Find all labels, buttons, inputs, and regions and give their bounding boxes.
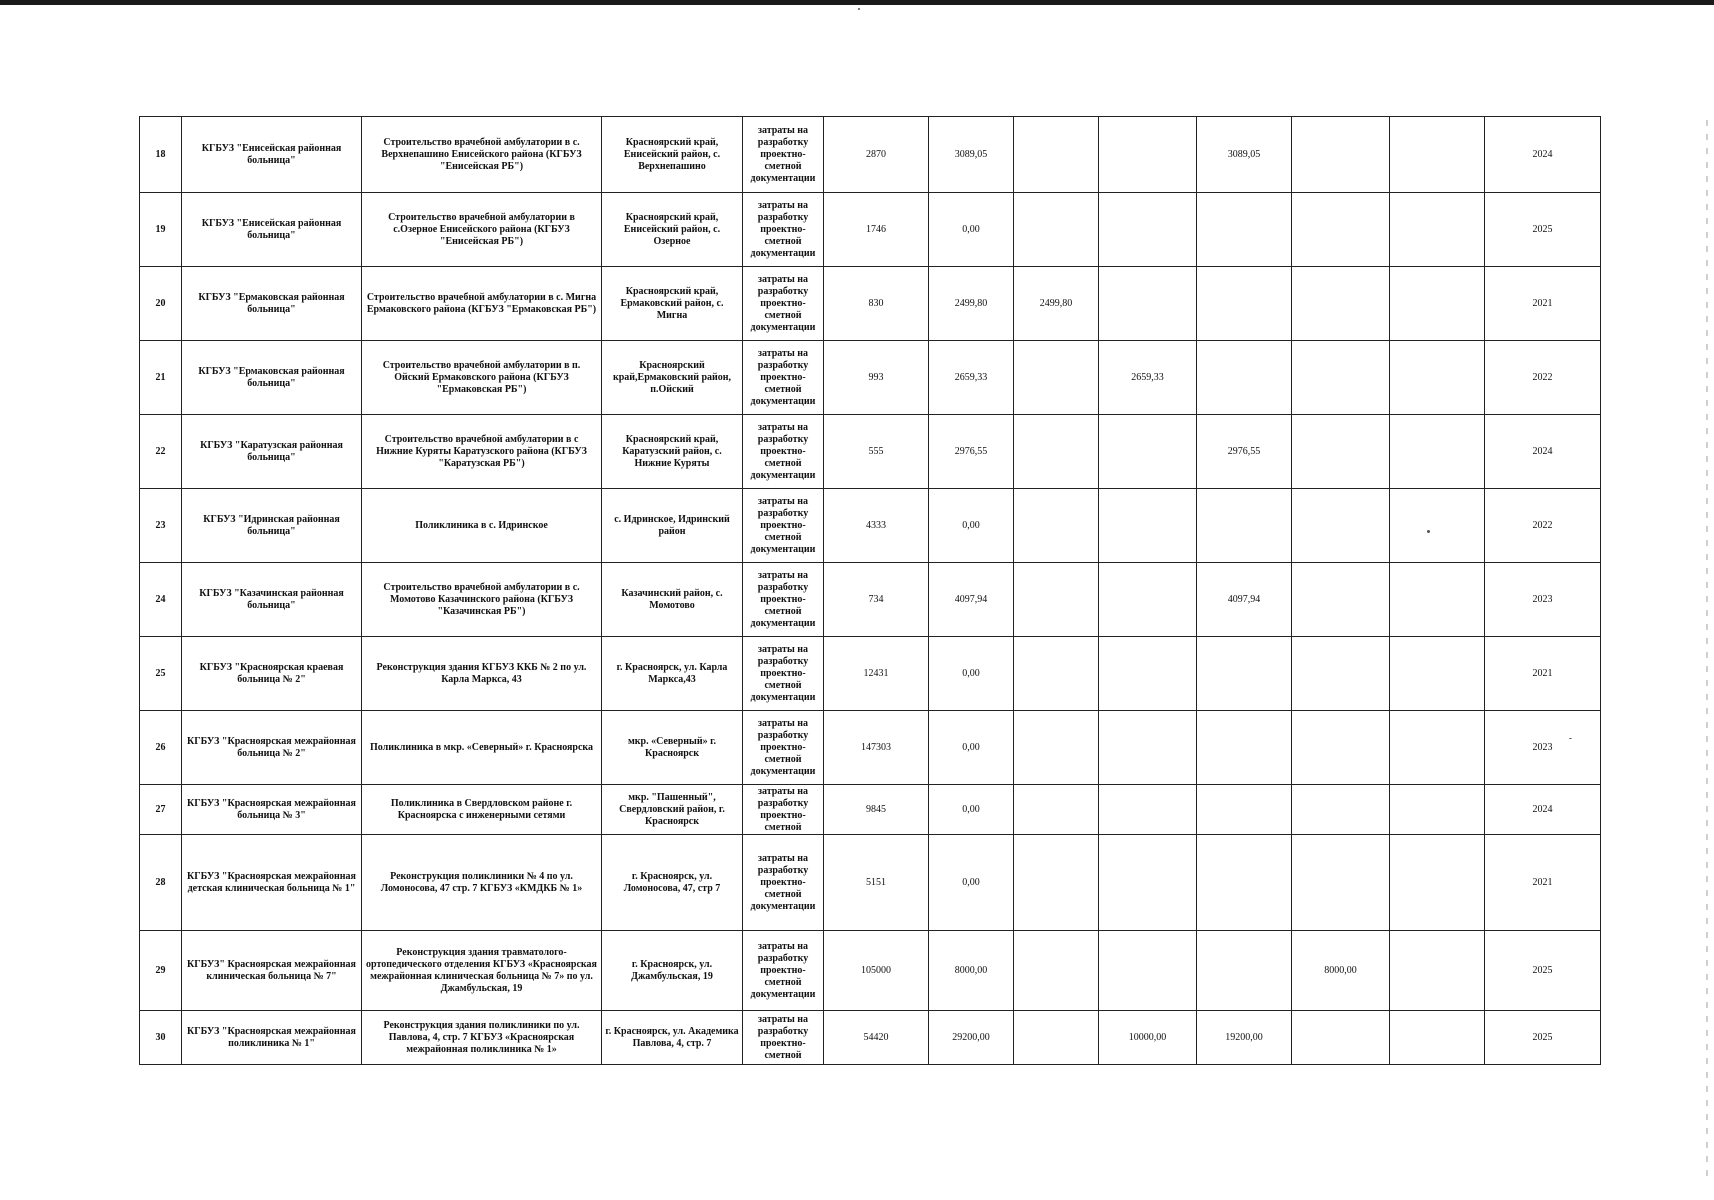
row-number: 29 bbox=[140, 931, 182, 1011]
cost-type-cell: затраты на разработку проектно-сметной документации bbox=[743, 931, 824, 1011]
project-cell: Строительство врачебной амбулатории в с. Мигна Ермаковского района (КГБУЗ "Ермаковская РБ") bbox=[362, 267, 602, 341]
cost-2023-cell: 19200,00 bbox=[1197, 1011, 1292, 1065]
row-number: 22 bbox=[140, 415, 182, 489]
cost-type-cell: затраты на разработку проектно-сметной документации bbox=[743, 489, 824, 563]
location-cell: Красноярский край, Енисейский район, с. Верхнепашино bbox=[602, 117, 743, 193]
row-number: 27 bbox=[140, 785, 182, 835]
project-cell: Строительство врачебной амбулатории в с. Верхнепашино Енисейского района (КГБУЗ "Енисейская РБ") bbox=[362, 117, 602, 193]
cost-2024-cell bbox=[1292, 563, 1390, 637]
capacity-cell: 54420 bbox=[824, 1011, 929, 1065]
cost-2021-cell bbox=[1014, 563, 1099, 637]
cost-2021-cell bbox=[1014, 117, 1099, 193]
row-number: 28 bbox=[140, 835, 182, 931]
total-cost-cell: 29200,00 bbox=[929, 1011, 1014, 1065]
total-cost-cell: 2659,33 bbox=[929, 341, 1014, 415]
cost-2025-cell bbox=[1390, 267, 1485, 341]
location-cell: г. Красноярск, ул. Ломоносова, 47, стр 7 bbox=[602, 835, 743, 931]
organization-cell: КГБУЗ "Ермаковская районная больница" bbox=[182, 341, 362, 415]
cost-2023-cell bbox=[1197, 193, 1292, 267]
cost-2024-cell bbox=[1292, 835, 1390, 931]
location-cell: Красноярский край, Енисейский район, с. Озерное bbox=[602, 193, 743, 267]
cost-type-cell: затраты на разработку проектно-сметной документации bbox=[743, 117, 824, 193]
location-cell: мкр. "Пашенный", Свердловский район, г. Красноярск bbox=[602, 785, 743, 835]
row-number: 23 bbox=[140, 489, 182, 563]
cost-2023-cell: 2976,55 bbox=[1197, 415, 1292, 489]
project-cell: Строительство врачебной амбулатории в с.Озерное Енисейского района (КГБУЗ "Енисейская РБ") bbox=[362, 193, 602, 267]
capacity-cell: 4333 bbox=[824, 489, 929, 563]
table-row bbox=[140, 267, 1601, 341]
cost-type-cell: затраты на разработку проектно-сметной документации bbox=[743, 341, 824, 415]
table-body bbox=[140, 117, 1601, 1065]
cost-2025-cell bbox=[1390, 1011, 1485, 1065]
cost-2021-cell bbox=[1014, 711, 1099, 785]
year-cell: 2024 bbox=[1485, 415, 1601, 489]
cost-2023-cell bbox=[1197, 931, 1292, 1011]
cost-2024-cell bbox=[1292, 711, 1390, 785]
row-number: 20 bbox=[140, 267, 182, 341]
organization-cell: КГБУЗ "Красноярская краевая больница № 2" bbox=[182, 637, 362, 711]
project-cell: Поликлиника в мкр. «Северный» г. Красноярска bbox=[362, 711, 602, 785]
location-cell: Казачинский район, с. Момотово bbox=[602, 563, 743, 637]
cost-2021-cell bbox=[1014, 835, 1099, 931]
project-cell: Реконструкция здания КГБУЗ ККБ № 2 по ул. Карла Маркса, 43 bbox=[362, 637, 602, 711]
cost-2021-cell bbox=[1014, 193, 1099, 267]
location-cell: Красноярский край, Ермаковский район, с. Мигна bbox=[602, 267, 743, 341]
organization-cell: КГБУЗ "Каратузская районная больница" bbox=[182, 415, 362, 489]
year-cell: 2025 bbox=[1485, 931, 1601, 1011]
cost-2025-cell bbox=[1390, 489, 1485, 563]
cost-2025-cell bbox=[1390, 563, 1485, 637]
project-cell: Строительство врачебной амбулатории в п. Ойский Ермаковского района (КГБУЗ "Ермаковская РБ") bbox=[362, 341, 602, 415]
cost-type-cell: затраты на разработку проектно-сметной документации bbox=[743, 835, 824, 931]
cost-2025-cell bbox=[1390, 835, 1485, 931]
capacity-cell: 734 bbox=[824, 563, 929, 637]
cost-2022-cell bbox=[1099, 785, 1197, 835]
cost-2021-cell bbox=[1014, 489, 1099, 563]
cost-2023-cell bbox=[1197, 267, 1292, 341]
table-row bbox=[140, 785, 1601, 835]
organization-cell: КГБУЗ "Красноярская межрайонная больница № 2" bbox=[182, 711, 362, 785]
table-row bbox=[140, 341, 1601, 415]
organization-cell: КГБУЗ "Красноярская межрайонная поликлиника № 1" bbox=[182, 1011, 362, 1065]
total-cost-cell: 0,00 bbox=[929, 835, 1014, 931]
total-cost-cell: 4097,94 bbox=[929, 563, 1014, 637]
cost-2023-cell bbox=[1197, 489, 1292, 563]
cost-2024-cell: 8000,00 bbox=[1292, 931, 1390, 1011]
cost-2022-cell bbox=[1099, 931, 1197, 1011]
cost-2022-cell bbox=[1099, 117, 1197, 193]
cost-type-cell: затраты на разработку проектно-сметной документации bbox=[743, 267, 824, 341]
table-row bbox=[140, 931, 1601, 1011]
year-cell: 2022 bbox=[1485, 489, 1601, 563]
year-cell: 2021 bbox=[1485, 267, 1601, 341]
cost-2025-cell bbox=[1390, 415, 1485, 489]
cost-2024-cell bbox=[1292, 193, 1390, 267]
row-number: 21 bbox=[140, 341, 182, 415]
row-number: 19 bbox=[140, 193, 182, 267]
scan-speck bbox=[858, 8, 860, 10]
capacity-cell: 105000 bbox=[824, 931, 929, 1011]
table-row bbox=[140, 835, 1601, 931]
cost-type-cell: затраты на разработку проектно-сметной документации bbox=[743, 415, 824, 489]
project-cell: Строительство врачебной амбулатории в с Нижние Куряты Каратузского района (КГБУЗ "Каратузская РБ") bbox=[362, 415, 602, 489]
cost-2024-cell bbox=[1292, 637, 1390, 711]
location-cell: г. Красноярск, ул. Академика Павлова, 4, стр. 7 bbox=[602, 1011, 743, 1065]
cost-2022-cell bbox=[1099, 193, 1197, 267]
cost-2024-cell bbox=[1292, 267, 1390, 341]
year-cell: 2022 bbox=[1485, 341, 1601, 415]
year-cell: 2024 bbox=[1485, 117, 1601, 193]
table-row bbox=[140, 489, 1601, 563]
cost-2021-cell bbox=[1014, 931, 1099, 1011]
row-number: 24 bbox=[140, 563, 182, 637]
cost-type-cell: затраты на разработку проектно-сметной документации bbox=[743, 711, 824, 785]
cost-2022-cell bbox=[1099, 637, 1197, 711]
cost-2024-cell bbox=[1292, 341, 1390, 415]
scan-edge-top bbox=[0, 0, 1714, 5]
location-cell: г. Красноярск, ул. Джамбульская, 19 bbox=[602, 931, 743, 1011]
cost-2021-cell bbox=[1014, 785, 1099, 835]
cost-2024-cell bbox=[1292, 415, 1390, 489]
year-cell: 2023 bbox=[1485, 563, 1601, 637]
capacity-cell: 9845 bbox=[824, 785, 929, 835]
table-row bbox=[140, 637, 1601, 711]
organization-cell: КГБУЗ "Красноярская межрайонная больница № 3" bbox=[182, 785, 362, 835]
total-cost-cell: 2499,80 bbox=[929, 267, 1014, 341]
cost-2023-cell: 4097,94 bbox=[1197, 563, 1292, 637]
cost-2024-cell bbox=[1292, 785, 1390, 835]
total-cost-cell: 8000,00 bbox=[929, 931, 1014, 1011]
projects-table bbox=[139, 116, 1601, 1065]
capacity-cell: 830 bbox=[824, 267, 929, 341]
capacity-cell: 147303 bbox=[824, 711, 929, 785]
cost-2025-cell bbox=[1390, 341, 1485, 415]
cost-2024-cell bbox=[1292, 117, 1390, 193]
cost-2022-cell: 2659,33 bbox=[1099, 341, 1197, 415]
row-number: 18 bbox=[140, 117, 182, 193]
project-cell: Строительство врачебной амбулатории в с. Момотово Казачинского района (КГБУЗ "Казачинская РБ") bbox=[362, 563, 602, 637]
organization-cell: КГБУЗ "Ермаковская районная больница" bbox=[182, 267, 362, 341]
total-cost-cell: 0,00 bbox=[929, 785, 1014, 835]
cost-2023-cell: 3089,05 bbox=[1197, 117, 1292, 193]
location-cell: мкр. «Северный» г. Красноярск bbox=[602, 711, 743, 785]
cost-2023-cell bbox=[1197, 835, 1292, 931]
organization-cell: КГБУЗ "Идринская районная больница" bbox=[182, 489, 362, 563]
capacity-cell: 555 bbox=[824, 415, 929, 489]
table-row bbox=[140, 711, 1601, 785]
cost-2024-cell bbox=[1292, 489, 1390, 563]
table-row bbox=[140, 1011, 1601, 1065]
cost-2021-cell bbox=[1014, 415, 1099, 489]
organization-cell: КГБУЗ "Енисейская районная больница" bbox=[182, 117, 362, 193]
cost-2021-cell bbox=[1014, 637, 1099, 711]
table-row bbox=[140, 193, 1601, 267]
row-number: 25 bbox=[140, 637, 182, 711]
cost-2024-cell bbox=[1292, 1011, 1390, 1065]
cost-2021-cell bbox=[1014, 1011, 1099, 1065]
cost-2025-cell bbox=[1390, 785, 1485, 835]
cost-2022-cell bbox=[1099, 835, 1197, 931]
cost-2022-cell bbox=[1099, 563, 1197, 637]
organization-cell: КГБУЗ "Енисейская районная больница" bbox=[182, 193, 362, 267]
location-cell: Красноярский край, Каратузский район, с. Нижние Куряты bbox=[602, 415, 743, 489]
cost-type-cell: затраты на разработку проектно-сметной bbox=[743, 1011, 824, 1065]
cost-2021-cell: 2499,80 bbox=[1014, 267, 1099, 341]
total-cost-cell: 3089,05 bbox=[929, 117, 1014, 193]
project-cell: Поликлиника в с. Идринское bbox=[362, 489, 602, 563]
location-cell: с. Идринское, Идринский район bbox=[602, 489, 743, 563]
row-number: 30 bbox=[140, 1011, 182, 1065]
year-cell: 2021 bbox=[1485, 637, 1601, 711]
year-cell: 2023 bbox=[1485, 711, 1601, 785]
table-row bbox=[140, 117, 1601, 193]
total-cost-cell: 0,00 bbox=[929, 193, 1014, 267]
cost-type-cell: затраты на разработку проектно-сметной документации bbox=[743, 637, 824, 711]
cost-2025-cell bbox=[1390, 117, 1485, 193]
cost-2025-cell bbox=[1390, 931, 1485, 1011]
cost-2022-cell bbox=[1099, 267, 1197, 341]
cost-2021-cell bbox=[1014, 341, 1099, 415]
cost-type-cell: затраты на разработку проектно-сметной bbox=[743, 785, 824, 835]
year-cell: 2025 bbox=[1485, 193, 1601, 267]
cost-2022-cell bbox=[1099, 415, 1197, 489]
project-cell: Поликлиника в Свердловском районе г. Красноярска с инженерными сетями bbox=[362, 785, 602, 835]
cost-2025-cell bbox=[1390, 637, 1485, 711]
cost-2023-cell bbox=[1197, 785, 1292, 835]
cost-2023-cell bbox=[1197, 711, 1292, 785]
total-cost-cell: 0,00 bbox=[929, 637, 1014, 711]
cost-type-cell: затраты на разработку проектно-сметной документации bbox=[743, 193, 824, 267]
cost-2022-cell bbox=[1099, 711, 1197, 785]
organization-cell: КГБУЗ "Казачинская районная больница" bbox=[182, 563, 362, 637]
scan-edge-right bbox=[1706, 120, 1708, 1180]
capacity-cell: 1746 bbox=[824, 193, 929, 267]
organization-cell: КГБУЗ" Красноярская межрайонная клиническая больница № 7" bbox=[182, 931, 362, 1011]
cost-2025-cell bbox=[1390, 193, 1485, 267]
capacity-cell: 2870 bbox=[824, 117, 929, 193]
location-cell: Красноярский край,Ермаковский район, п.Ойский bbox=[602, 341, 743, 415]
capacity-cell: 993 bbox=[824, 341, 929, 415]
cost-2023-cell bbox=[1197, 341, 1292, 415]
capacity-cell: 5151 bbox=[824, 835, 929, 931]
table-row bbox=[140, 563, 1601, 637]
total-cost-cell: 2976,55 bbox=[929, 415, 1014, 489]
cost-2023-cell bbox=[1197, 637, 1292, 711]
location-cell: г. Красноярск, ул. Карла Маркса,43 bbox=[602, 637, 743, 711]
cost-2025-cell bbox=[1390, 711, 1485, 785]
organization-cell: КГБУЗ "Красноярская межрайонная детская клиническая больница № 1" bbox=[182, 835, 362, 931]
cost-type-cell: затраты на разработку проектно-сметной документации bbox=[743, 563, 824, 637]
project-cell: Реконструкция здания поликлиники по ул. Павлова, 4, стр. 7 КГБУЗ «Красноярская межрайонная поликлиника № 1» bbox=[362, 1011, 602, 1065]
cost-2022-cell bbox=[1099, 489, 1197, 563]
row-number: 26 bbox=[140, 711, 182, 785]
cost-2022-cell: 10000,00 bbox=[1099, 1011, 1197, 1065]
project-cell: Реконструкция здания травматолого-ортопедического отделения КГБУЗ «Красноярская межрайонная клиническая больница № 7» по ул. Джамбульская, 19 bbox=[362, 931, 602, 1011]
project-cell: Реконструкция поликлиники № 4 по ул. Ломоносова, 47 стр. 7 КГБУЗ «КМДКБ № 1» bbox=[362, 835, 602, 931]
capacity-cell: 12431 bbox=[824, 637, 929, 711]
total-cost-cell: 0,00 bbox=[929, 711, 1014, 785]
table-row bbox=[140, 415, 1601, 489]
year-cell: 2025 bbox=[1485, 1011, 1601, 1065]
year-cell: 2024 bbox=[1485, 785, 1601, 835]
total-cost-cell: 0,00 bbox=[929, 489, 1014, 563]
year-cell: 2021 bbox=[1485, 835, 1601, 931]
